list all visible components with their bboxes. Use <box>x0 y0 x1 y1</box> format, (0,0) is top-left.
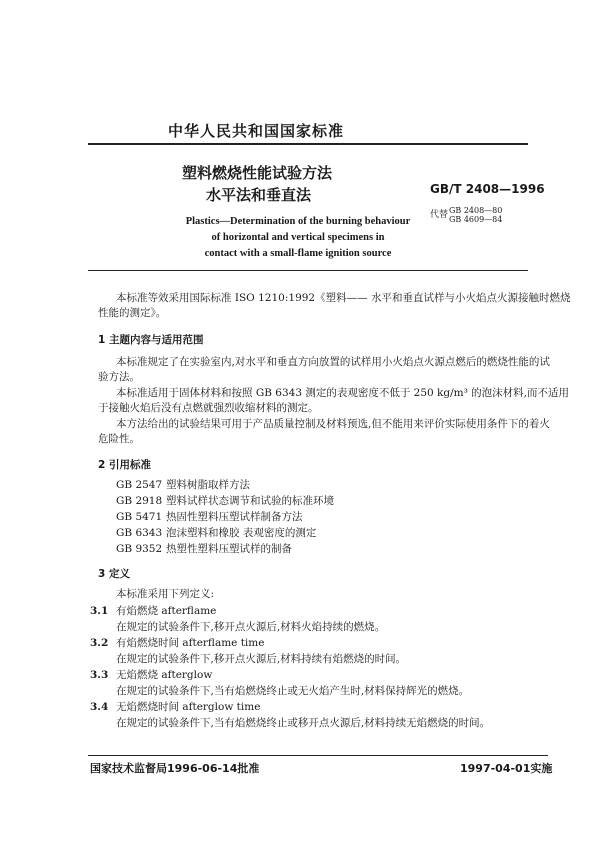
replaces-item: GB 2408—80 <box>449 206 503 215</box>
definition-term <box>90 636 264 650</box>
definition-term-text: 有焰燃烧 afterflame <box>116 605 217 617</box>
definition-term <box>90 668 212 682</box>
section-1-heading: 1 主题内容与适用范围 <box>98 334 204 346</box>
section-1-line: 于接触火焰后没有点燃就强烈收缩材料的测定。 <box>98 402 319 414</box>
replaces-label: 代替 <box>430 210 449 220</box>
definition-text: 在规定的试验条件下,移开点火源后,材料持续有焰燃烧的时间。 <box>116 653 407 665</box>
title-line-1: 塑料燃烧性能试验方法 <box>182 164 333 182</box>
reference-code: GB 5471 <box>116 511 163 523</box>
intro-line: 本标准等效采用国际标准 ISO 1210:1992《塑料—— 水平和垂直试样与小火焰点火源接触时燃烧 <box>116 292 571 304</box>
section-1-line: 本标准适用于固体材料和按照 GB 6343 测定的表观密度不低于 250 kg/m³ 的泡沫材料,而不适用 <box>116 387 570 399</box>
definition-term-text: 有焰燃烧时间 afterflame time <box>116 637 265 649</box>
reference-item <box>116 510 303 524</box>
definition-number: 3.1 <box>90 605 109 617</box>
definition-number: 3.2 <box>90 637 109 649</box>
reference-title: 塑料树脂取样方法 <box>166 479 250 491</box>
section-3-heading: 3 定义 <box>98 568 130 580</box>
section-2-heading: 2 引用标准 <box>98 459 151 471</box>
footer-rule <box>88 755 548 756</box>
approval-date: 国家技术监督局1996-06-14批准 <box>90 762 260 775</box>
section-3-intro: 本标准采用下列定义: <box>116 588 215 600</box>
definition-text: 在规定的试验条件下,当有焰燃烧终止或无火焰产生时,材料保持辉光的燃烧。 <box>116 685 470 697</box>
reference-code: GB 2547 <box>116 479 163 491</box>
standard-number: GB/T 2408—1996 <box>430 182 545 196</box>
english-title-line: of horizontal and vertical specimens in <box>211 232 385 243</box>
intro-line: 性能的测定》。 <box>98 307 167 319</box>
reference-title: 热固性塑料压塑试样制备方法 <box>166 511 303 523</box>
reference-code: GB 2918 <box>116 495 163 507</box>
definition-text: 在规定的试验条件下,当有焰燃烧终止或移开点火源后,材料持续无焰燃烧的时间。 <box>116 717 491 729</box>
reference-title: 塑料试样状态调节和试验的标准环境 <box>166 495 334 507</box>
replaces-item: GB 4609—84 <box>449 215 503 224</box>
reference-code: GB 9352 <box>116 543 163 555</box>
title-line-2: 水平法和垂直法 <box>206 186 312 204</box>
reference-item <box>116 494 334 508</box>
definition-number: 3.4 <box>90 701 109 713</box>
section-1-line: 本标准规定了在实验室内,对水平和垂直方向放置的试样用小火焰点火源点燃后的燃烧性能的试 <box>116 356 550 368</box>
implementation-date: 1997-04-01实施 <box>460 762 553 775</box>
title-rule <box>88 270 528 271</box>
reference-title: 泡沫塑料和橡胶 表观密度的测定 <box>166 527 317 539</box>
definition-term-text: 无焰燃烧 afterglow <box>116 669 213 681</box>
reference-item <box>116 526 316 540</box>
reference-title: 热塑性塑料压塑试样的制备 <box>166 543 292 555</box>
header-rule <box>88 143 528 145</box>
english-title-line: Plastics—Determination of the burning behaviour <box>185 216 411 227</box>
definition-text: 在规定的试验条件下,移开点火源后,材料火焰持续的燃烧。 <box>116 621 386 633</box>
national-standard-heading: 中华人民共和国国家标准 <box>168 122 345 140</box>
reference-item <box>116 542 292 556</box>
definition-term <box>90 604 216 618</box>
section-1-line: 本方法给出的试验结果可用于产品质量控制及材料预选,但不能用来评价实际使用条件下的着火 <box>116 418 550 430</box>
reference-item <box>116 478 250 492</box>
section-1-line: 危险性。 <box>98 433 140 445</box>
definition-term <box>90 700 260 714</box>
section-1-line: 验方法。 <box>98 371 140 383</box>
definition-number: 3.3 <box>90 669 109 681</box>
definition-term-text: 无焰燃烧时间 afterglow time <box>116 701 261 713</box>
reference-code: GB 6343 <box>116 527 163 539</box>
english-title-line: contact with a small-flame ignition source <box>204 248 392 259</box>
